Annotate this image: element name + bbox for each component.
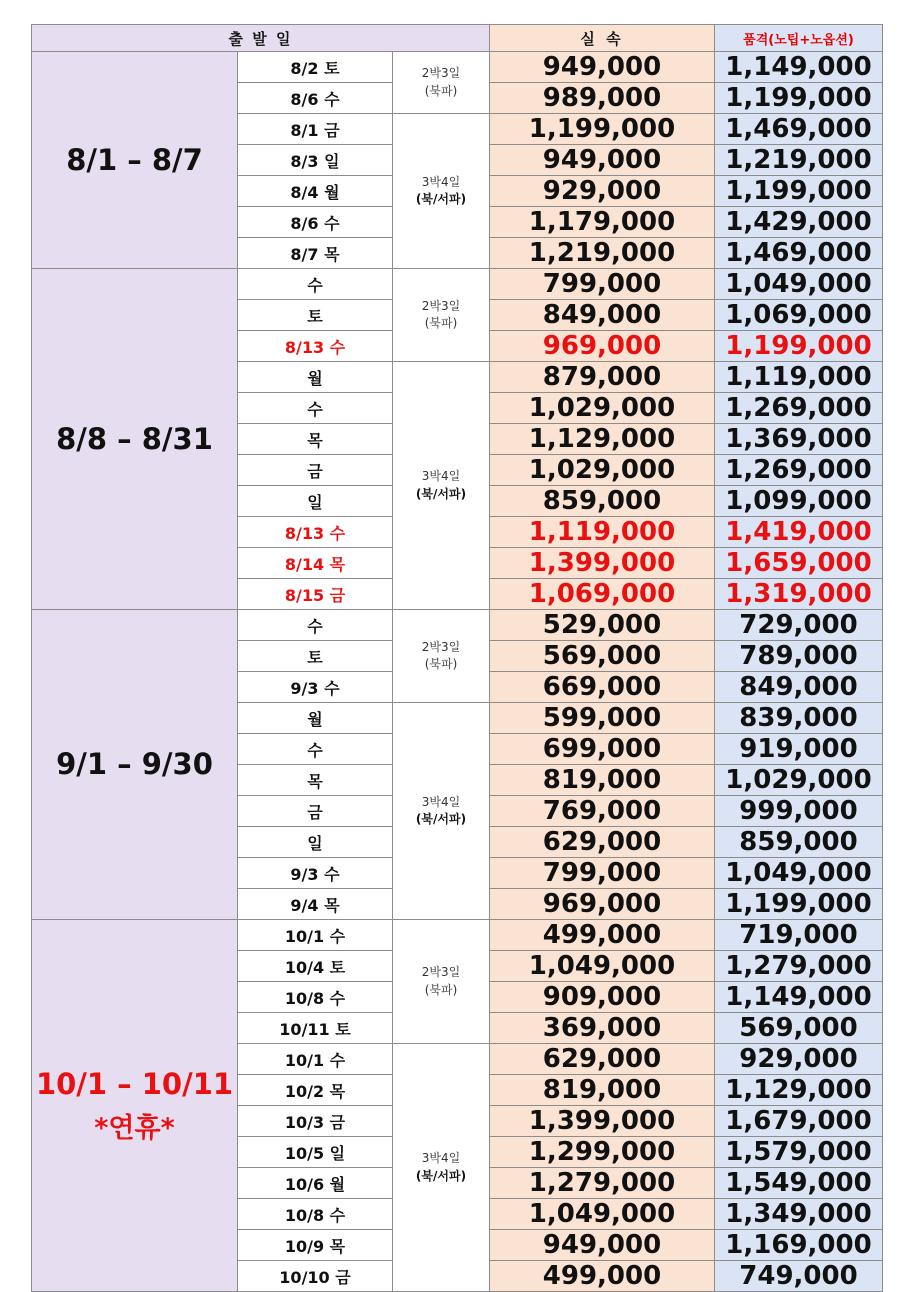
departure-date: 수 (238, 734, 393, 765)
departure-date: 8/1 금 (238, 114, 393, 145)
net-price: 629,000 (490, 1044, 715, 1075)
departure-date: 수 (238, 393, 393, 424)
net-price: 859,000 (490, 486, 715, 517)
departure-date: 9/3 수 (238, 858, 393, 889)
header-grade-price: 품격(노팁+노옵션) (715, 25, 883, 52)
grade-price: 729,000 (715, 610, 883, 641)
departure-date: 8/13 수 (238, 517, 393, 548)
grade-price: 1,149,000 (715, 52, 883, 83)
grade-price: 749,000 (715, 1261, 883, 1292)
net-price: 1,179,000 (490, 207, 715, 238)
duration-region: (북/서파) (415, 486, 467, 501)
grade-price: 1,549,000 (715, 1168, 883, 1199)
grade-price: 1,049,000 (715, 858, 883, 889)
grade-price: 1,029,000 (715, 765, 883, 796)
grade-price: 1,679,000 (715, 1106, 883, 1137)
departure-date: 8/3 일 (238, 145, 393, 176)
trip-duration (393, 114, 490, 269)
grade-price: 1,349,000 (715, 1199, 883, 1230)
departure-date: 10/9 목 (238, 1230, 393, 1261)
duration-region: (북파) (424, 657, 458, 671)
duration-nights: 2박3일 (421, 965, 461, 980)
price-table (31, 24, 883, 1292)
grade-price: 999,000 (715, 796, 883, 827)
period-label (32, 920, 238, 1292)
duration-region: (북파) (424, 982, 458, 997)
departure-date: 금 (238, 455, 393, 486)
grade-price: 1,129,000 (715, 1075, 883, 1106)
grade-price: 1,219,000 (715, 145, 883, 176)
net-price: 969,000 (490, 331, 715, 362)
grade-price: 1,199,000 (715, 176, 883, 207)
grade-price: 1,429,000 (715, 207, 883, 238)
net-price: 1,199,000 (490, 114, 715, 145)
net-price: 1,049,000 (490, 1199, 715, 1230)
departure-date: 10/6 월 (238, 1168, 393, 1199)
net-price: 1,029,000 (490, 393, 715, 424)
period-label (32, 269, 238, 610)
departure-date: 10/3 금 (238, 1106, 393, 1137)
net-price: 1,049,000 (490, 951, 715, 982)
grade-price: 1,469,000 (715, 238, 883, 269)
grade-price: 1,069,000 (715, 300, 883, 331)
grade-price: 839,000 (715, 703, 883, 734)
period-range: 9/1 – 9/30 (56, 747, 213, 782)
departure-date: 금 (238, 796, 393, 827)
grade-price: 859,000 (715, 827, 883, 858)
period-label (32, 610, 238, 920)
net-price: 1,069,000 (490, 579, 715, 610)
net-price: 669,000 (490, 672, 715, 703)
net-price: 699,000 (490, 734, 715, 765)
table-row (32, 52, 883, 83)
departure-date: 8/13 수 (238, 331, 393, 362)
net-price: 1,129,000 (490, 424, 715, 455)
departure-date: 월 (238, 362, 393, 393)
grade-price: 929,000 (715, 1044, 883, 1075)
trip-duration (393, 703, 490, 920)
grade-price: 849,000 (715, 672, 883, 703)
table-body (32, 25, 883, 1292)
net-price: 969,000 (490, 889, 715, 920)
trip-duration (393, 362, 490, 610)
duration-nights: 3박4일 (421, 1151, 461, 1166)
net-price: 569,000 (490, 641, 715, 672)
departure-date: 8/15 금 (238, 579, 393, 610)
departure-date: 수 (238, 269, 393, 300)
net-price: 949,000 (490, 1230, 715, 1261)
grade-price: 1,659,000 (715, 548, 883, 579)
duration-nights: 3박4일 (421, 469, 461, 484)
net-price: 369,000 (490, 1013, 715, 1044)
net-price: 769,000 (490, 796, 715, 827)
departure-date: 10/2 목 (238, 1075, 393, 1106)
grade-price: 1,199,000 (715, 83, 883, 114)
departure-date: 8/6 수 (238, 83, 393, 114)
grade-price: 1,319,000 (715, 579, 883, 610)
trip-duration (393, 269, 490, 362)
grade-price: 1,099,000 (715, 486, 883, 517)
departure-date: 9/3 수 (238, 672, 393, 703)
period-label (32, 52, 238, 269)
net-price: 1,399,000 (490, 548, 715, 579)
departure-date: 8/7 목 (238, 238, 393, 269)
period-range: 8/8 – 8/31 (56, 421, 213, 456)
grade-price: 1,279,000 (715, 951, 883, 982)
departure-date: 8/6 수 (238, 207, 393, 238)
period-range: 10/1 – 10/11 (35, 1066, 234, 1101)
net-price: 1,299,000 (490, 1137, 715, 1168)
net-price: 819,000 (490, 765, 715, 796)
net-price: 989,000 (490, 83, 715, 114)
departure-date: 목 (238, 765, 393, 796)
table-row (32, 269, 883, 300)
net-price: 949,000 (490, 52, 715, 83)
departure-date: 일 (238, 486, 393, 517)
grade-price: 1,049,000 (715, 269, 883, 300)
duration-nights: 2박3일 (421, 639, 461, 654)
departure-date: 월 (238, 703, 393, 734)
header-departure: 출 발 일 (32, 25, 490, 52)
table-row (32, 920, 883, 951)
grade-price: 1,419,000 (715, 517, 883, 548)
departure-date: 10/4 토 (238, 951, 393, 982)
net-price: 819,000 (490, 1075, 715, 1106)
duration-nights: 2박3일 (421, 298, 461, 313)
net-price: 1,219,000 (490, 238, 715, 269)
departure-date: 10/5 일 (238, 1137, 393, 1168)
net-price: 879,000 (490, 362, 715, 393)
grade-price: 1,269,000 (715, 455, 883, 486)
period-note: *연휴* (94, 1113, 175, 1145)
departure-date: 10/1 수 (238, 1044, 393, 1075)
grade-price: 569,000 (715, 1013, 883, 1044)
grade-price: 1,369,000 (715, 424, 883, 455)
duration-region: (북파) (424, 316, 458, 330)
header-net-price: 실 속 (490, 25, 715, 52)
net-price: 949,000 (490, 145, 715, 176)
net-price: 529,000 (490, 610, 715, 641)
departure-date: 10/11 토 (238, 1013, 393, 1044)
net-price: 909,000 (490, 982, 715, 1013)
departure-date: 10/1 수 (238, 920, 393, 951)
grade-price: 789,000 (715, 641, 883, 672)
departure-date: 토 (238, 641, 393, 672)
grade-price: 1,469,000 (715, 114, 883, 145)
net-price: 799,000 (490, 269, 715, 300)
duration-region: (북/서파) (415, 192, 467, 206)
duration-region: (북파) (424, 83, 458, 98)
net-price: 1,279,000 (490, 1168, 715, 1199)
grade-price: 719,000 (715, 920, 883, 951)
trip-duration (393, 920, 490, 1044)
table-row (32, 610, 883, 641)
duration-nights: 3박4일 (421, 174, 461, 189)
net-price: 629,000 (490, 827, 715, 858)
net-price: 929,000 (490, 176, 715, 207)
departure-date: 수 (238, 610, 393, 641)
net-price: 1,399,000 (490, 1106, 715, 1137)
net-price: 1,029,000 (490, 455, 715, 486)
departure-date: 10/10 금 (238, 1261, 393, 1292)
duration-region: (북/서파) (415, 1168, 467, 1183)
grade-price: 1,199,000 (715, 331, 883, 362)
header-row (32, 25, 883, 52)
net-price: 599,000 (490, 703, 715, 734)
trip-duration (393, 1044, 490, 1292)
trip-duration (393, 610, 490, 703)
grade-price: 1,269,000 (715, 393, 883, 424)
departure-date: 목 (238, 424, 393, 455)
period-range: 8/1 – 8/7 (66, 142, 203, 177)
departure-date: 8/14 목 (238, 548, 393, 579)
departure-date: 8/2 토 (238, 52, 393, 83)
net-price: 1,119,000 (490, 517, 715, 548)
trip-duration (393, 52, 490, 114)
departure-date: 10/8 수 (238, 982, 393, 1013)
net-price: 499,000 (490, 1261, 715, 1292)
grade-price: 1,579,000 (715, 1137, 883, 1168)
departure-date: 8/4 월 (238, 176, 393, 207)
grade-price: 1,199,000 (715, 889, 883, 920)
departure-date: 일 (238, 827, 393, 858)
duration-region: (북/서파) (415, 812, 467, 826)
net-price: 799,000 (490, 858, 715, 889)
grade-price: 1,169,000 (715, 1230, 883, 1261)
departure-date: 토 (238, 300, 393, 331)
departure-date: 9/4 목 (238, 889, 393, 920)
grade-price: 1,149,000 (715, 982, 883, 1013)
duration-nights: 3박4일 (421, 794, 461, 809)
grade-price: 919,000 (715, 734, 883, 765)
departure-date: 10/8 수 (238, 1199, 393, 1230)
net-price: 499,000 (490, 920, 715, 951)
net-price: 849,000 (490, 300, 715, 331)
grade-price: 1,119,000 (715, 362, 883, 393)
duration-nights: 2박3일 (421, 66, 461, 81)
